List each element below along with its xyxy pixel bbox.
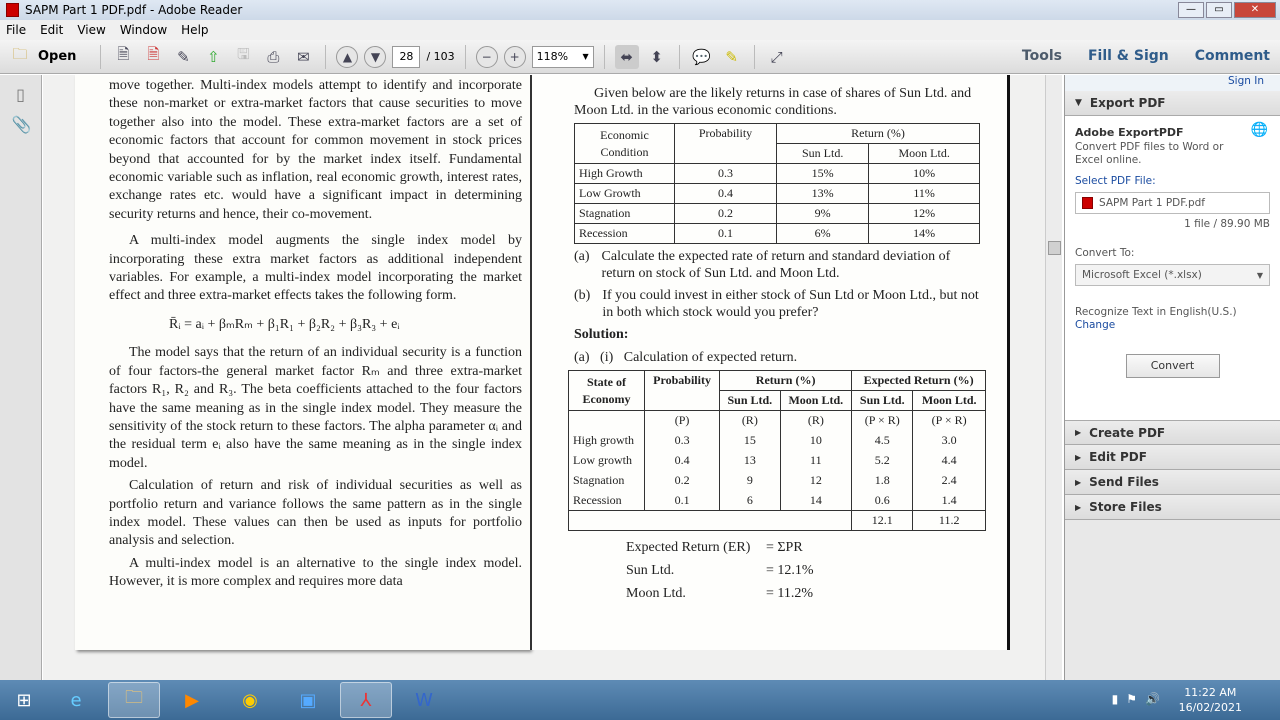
intro-text: Given below are the likely returns in case of shares of Sun Ltd. and Moon Ltd. in the various economic conditions. xyxy=(574,86,972,118)
divider xyxy=(604,45,605,69)
cell: 6% xyxy=(777,224,869,244)
date: 16/02/2021 xyxy=(1178,701,1242,714)
paragraph: A multi-index model augments the single index model by incorporating these extra market factors as additional independent variables. For example, a multi-index model incorporating the market effect and three extra-market effects takes the following form. xyxy=(109,233,522,304)
cell: 13 xyxy=(720,451,780,471)
cell: 4.5 xyxy=(852,431,913,451)
table-row xyxy=(575,184,980,204)
section-title: Edit PDF xyxy=(1089,450,1147,464)
fit-page-icon[interactable]: ⬍ xyxy=(650,47,663,66)
select-file-label: Select PDF File: xyxy=(1075,175,1156,187)
header: Probability xyxy=(645,371,720,411)
window-title: SAPM Part 1 PDF.pdf - Adobe Reader xyxy=(25,3,243,17)
clock[interactable] xyxy=(1179,685,1242,715)
table-row xyxy=(569,491,986,511)
menu-view[interactable]: View xyxy=(77,23,106,37)
cell: 0.2 xyxy=(645,471,720,491)
zoom-value: 118% xyxy=(536,50,569,63)
cell: 5.2 xyxy=(852,451,913,471)
cell: 11.2 xyxy=(913,511,986,531)
returns-table xyxy=(574,123,980,244)
divider xyxy=(465,45,466,69)
divider xyxy=(679,45,680,69)
cell: 10 xyxy=(780,431,852,451)
header: State of Economy xyxy=(569,371,645,411)
cell: (P) xyxy=(645,411,720,431)
network-icon[interactable]: ▮ xyxy=(1111,692,1119,706)
totals-row xyxy=(569,511,986,531)
attachments-icon[interactable]: 📎 xyxy=(11,115,32,134)
expected-return-table xyxy=(568,370,986,531)
cell: 4.4 xyxy=(913,451,986,471)
flag-icon[interactable]: ⚑ xyxy=(1126,692,1138,706)
question-label: (a) xyxy=(574,249,590,264)
question-a: Calculate the expected rate of return and standard deviation of return on stock of Sun Ltd. and Moon Ltd. xyxy=(601,249,951,281)
document-area xyxy=(43,75,1045,680)
cell: 15 xyxy=(720,431,780,451)
cell: Recession xyxy=(569,491,645,511)
paragraph: A multi-index model is an alternative to the single index model. However, it is more complex and requires more data xyxy=(109,555,522,590)
next-page-button[interactable]: ▼ xyxy=(364,46,386,68)
minimize-button[interactable]: — xyxy=(1178,2,1204,18)
create-pdf-icon[interactable]: 🗎 xyxy=(117,45,130,63)
divider xyxy=(100,45,101,69)
cell: 6 xyxy=(720,491,780,511)
page-total: / 103 xyxy=(426,50,455,63)
cell: 0.3 xyxy=(645,431,720,451)
adobe-reader-taskbar-icon[interactable]: ⅄ xyxy=(340,682,392,718)
divider xyxy=(325,45,326,69)
cell: 0.4 xyxy=(675,184,777,204)
zoom-select[interactable] xyxy=(532,46,594,68)
pdf-page-left xyxy=(75,75,530,650)
cell: 0.3 xyxy=(675,164,777,184)
header: Expected Return (%) xyxy=(852,371,986,391)
cell: 0.4 xyxy=(645,451,720,471)
triangle-right-icon: ▶ xyxy=(1075,502,1082,512)
header: Probability xyxy=(675,124,777,164)
paragraph: The model says that the return of an individual security is a function of four factors-the general market factor Rₘ and three extra-market factors R₁, R₂ and R₃. The beta coefficients attached to the four factors have the same meaning as in the single index model. They measure the sensitivity of the stock return to these factors. The alpha parameter αᵢ and the residual term eᵢ also have the same meaning as in the single index model. xyxy=(109,345,522,471)
table-body xyxy=(575,164,980,244)
change-link[interactable]: Change xyxy=(1075,319,1116,331)
header: Moon Ltd. xyxy=(913,391,986,411)
table-row xyxy=(575,204,980,224)
triangle-down-icon: ▼ xyxy=(1075,98,1082,108)
triangle-right-icon: ▶ xyxy=(1075,477,1082,487)
menu-window[interactable]: Window xyxy=(119,23,168,37)
cell: (P × R) xyxy=(852,411,913,431)
previous-page-button[interactable]: ▲ xyxy=(336,46,358,68)
table-row xyxy=(569,451,986,471)
section-title: Create PDF xyxy=(1089,425,1166,440)
cell: Low Growth xyxy=(575,184,675,204)
question-label: (b) xyxy=(574,288,591,303)
cell: 0.6 xyxy=(852,491,913,511)
toolbar xyxy=(0,40,1280,74)
export-globe-icon: 🌐 xyxy=(1250,122,1268,138)
highlight-icon[interactable]: ✎ xyxy=(725,47,738,66)
cell: 14% xyxy=(869,224,980,244)
comment-tab[interactable]: Comment xyxy=(1194,48,1270,64)
file-explorer-icon[interactable]: 🗀 xyxy=(108,682,160,718)
cell: 10% xyxy=(869,164,980,184)
save-icon[interactable]: 🖫 xyxy=(237,45,250,63)
chevron-down-icon: ▼ xyxy=(1256,270,1263,280)
moon-label: Moon Ltd. xyxy=(626,586,686,601)
page-number-input[interactable]: 28 xyxy=(392,46,420,68)
format-select[interactable] xyxy=(1075,264,1270,286)
convert-button[interactable]: Convert xyxy=(1126,354,1220,378)
cell: 1.4 xyxy=(913,491,986,511)
scrollbar-thumb[interactable] xyxy=(1048,241,1061,255)
export-title: Adobe ExportPDF xyxy=(1075,126,1184,139)
er-formula: = ΣPR xyxy=(766,540,803,555)
cell: 0.2 xyxy=(675,204,777,224)
table-row xyxy=(569,411,986,431)
maximize-button[interactable]: ▭ xyxy=(1206,2,1232,18)
sign-in-link[interactable]: Sign In xyxy=(1065,75,1280,91)
system-tray xyxy=(1112,692,1160,706)
selected-file-field[interactable] xyxy=(1075,192,1270,214)
cell: 11 xyxy=(780,451,852,471)
cloud-upload-icon[interactable]: ⇧ xyxy=(207,47,220,66)
header: Sun Ltd. xyxy=(777,144,869,164)
cell: 2.4 xyxy=(913,471,986,491)
word-icon[interactable]: W xyxy=(415,689,433,711)
zoom-icon[interactable]: ▣ xyxy=(299,689,317,711)
table-row xyxy=(575,164,980,184)
header: Moon Ltd. xyxy=(869,144,980,164)
pdf-file-icon xyxy=(1082,197,1093,209)
cell: Stagnation xyxy=(569,471,645,491)
time: 11:22 AM xyxy=(1184,686,1237,699)
table-row xyxy=(569,471,986,491)
equation: R̄ᵢ = aᵢ + βₘRₘ + β₁R₁ + β₂R₂ + β₃R₃ + eᵢ xyxy=(169,316,400,332)
header: Sun Ltd. xyxy=(720,391,780,411)
cell: Recession xyxy=(575,224,675,244)
format-value: Microsoft Excel (*.xlsx) xyxy=(1082,268,1202,281)
media-player-icon[interactable]: ▶ xyxy=(185,689,199,711)
cell: 12 xyxy=(780,471,852,491)
internet-explorer-icon[interactable]: e xyxy=(70,689,82,711)
edit-pdf-section[interactable] xyxy=(1065,445,1280,470)
tools-panel xyxy=(1064,75,1280,680)
tools-tab[interactable]: Tools xyxy=(1021,48,1062,64)
folder-icon[interactable]: 🗀 xyxy=(12,45,28,63)
edit-icon[interactable]: ✎ xyxy=(177,47,190,66)
moon-value: = 11.2% xyxy=(766,586,814,601)
cell: 9 xyxy=(720,471,780,491)
menu-file[interactable]: File xyxy=(6,23,27,37)
file-name: SAPM Part 1 PDF.pdf xyxy=(1099,196,1205,209)
subheading: (a) (i) Calculation of expected return. xyxy=(574,350,798,365)
cell: (R) xyxy=(720,411,780,431)
cell: 0.1 xyxy=(675,224,777,244)
sun-value: = 12.1% xyxy=(766,563,814,578)
taskbar xyxy=(0,680,1280,720)
cell: 9% xyxy=(777,204,869,224)
pdf-page-right xyxy=(530,75,1010,650)
chevron-down-icon: ▼ xyxy=(582,52,589,61)
paragraph: Calculation of return and risk of individual securities as well as portfolio return and variance follows the same pattern as in the single index model. These values can then be used as inputs for portfolio analysis and selection. xyxy=(109,478,522,549)
triangle-right-icon: ▶ xyxy=(1075,452,1082,462)
section-title: Send Files xyxy=(1089,475,1159,489)
divider xyxy=(754,45,755,69)
recognize-text-label: Recognize Text in English(U.S.) xyxy=(1075,306,1237,318)
chrome-icon[interactable]: ◉ xyxy=(242,689,258,711)
cell: 3.0 xyxy=(913,431,986,451)
export-pdf-content xyxy=(1065,116,1280,420)
header: Moon Ltd. xyxy=(780,391,852,411)
cell: 14 xyxy=(780,491,852,511)
menu-bar xyxy=(0,20,1280,40)
header: Sun Ltd. xyxy=(852,391,913,411)
export-description: Convert PDF files to Word or Excel online. xyxy=(1075,141,1224,166)
cell: High growth xyxy=(569,431,645,451)
zoom-out-button[interactable]: − xyxy=(476,46,498,68)
close-button[interactable]: ✕ xyxy=(1234,2,1276,18)
header: Economic Condition xyxy=(575,124,675,164)
cell: 13% xyxy=(777,184,869,204)
section-title: Store Files xyxy=(1089,500,1162,514)
cell: (R) xyxy=(780,411,852,431)
zoom-in-button[interactable]: + xyxy=(504,46,526,68)
page-thumbnails-icon[interactable]: ▯ xyxy=(16,85,25,104)
email-icon[interactable]: ✉ xyxy=(297,47,310,66)
cell: Stagnation xyxy=(575,204,675,224)
start-button[interactable]: ⊞ xyxy=(16,689,32,711)
vertical-scrollbar[interactable] xyxy=(1045,75,1062,680)
send-files-section[interactable] xyxy=(1065,470,1280,495)
table-row xyxy=(569,431,986,451)
fullscreen-icon[interactable]: ⤢ xyxy=(770,47,783,66)
cell: 12% xyxy=(869,204,980,224)
er-label: Expected Return (ER) xyxy=(626,540,751,555)
menu-edit[interactable]: Edit xyxy=(40,23,64,37)
export-pdf-section[interactable] xyxy=(1065,91,1280,116)
header: Return (%) xyxy=(777,124,980,144)
comment-icon[interactable]: 💬 xyxy=(692,47,711,66)
volume-icon[interactable]: 🔊 xyxy=(1145,692,1160,706)
open-button[interactable]: Open xyxy=(38,49,77,64)
navigation-pane xyxy=(0,75,42,680)
create-pdf-section[interactable] xyxy=(1065,420,1280,445)
sun-label: Sun Ltd. xyxy=(626,563,675,578)
paragraph: move together. Multi-index models attempt to identify and incorporate these non-market or extra-market factors that cause securities to move together also into the model. These extra-market factors are a set of economic factors that account for common movement in stock prices beyond that accounted for by the market index itself. Fundamental economic variable such as inflation, real economic growth, interest rates, exchange rates etc. would have a significant impact in determining security returns and hence, their co-movement. xyxy=(109,78,522,222)
file-info: 1 file / 89.90 MB xyxy=(1184,218,1270,230)
table-row xyxy=(575,224,980,244)
store-files-section[interactable] xyxy=(1065,495,1280,520)
convert-to-label: Convert To: xyxy=(1075,247,1135,259)
cell: 12.1 xyxy=(852,511,913,531)
solution-heading: Solution: xyxy=(574,327,629,342)
cell: 0.1 xyxy=(645,491,720,511)
cell: Low growth xyxy=(569,451,645,471)
section-title: Export PDF xyxy=(1089,96,1166,110)
menu-help[interactable]: Help xyxy=(181,23,209,37)
cell: High Growth xyxy=(575,164,675,184)
cell: 15% xyxy=(777,164,869,184)
triangle-right-icon: ▶ xyxy=(1075,428,1082,437)
title-bar xyxy=(0,0,1280,20)
print-icon[interactable]: ⎙ xyxy=(267,47,280,66)
cell: (P × R) xyxy=(913,411,986,431)
header: Return (%) xyxy=(720,371,852,391)
combine-icon[interactable]: 🗎 xyxy=(147,45,160,63)
fill-sign-tab[interactable]: Fill & Sign xyxy=(1087,48,1169,64)
question-b: If you could invest in either stock of Sun Ltd or Moon Ltd., but not in both which stock would you prefer? xyxy=(602,288,979,320)
cell: 11% xyxy=(869,184,980,204)
fit-width-icon[interactable]: ⬌ xyxy=(615,45,639,69)
adobe-reader-icon xyxy=(6,3,19,17)
cell: 1.8 xyxy=(852,471,913,491)
